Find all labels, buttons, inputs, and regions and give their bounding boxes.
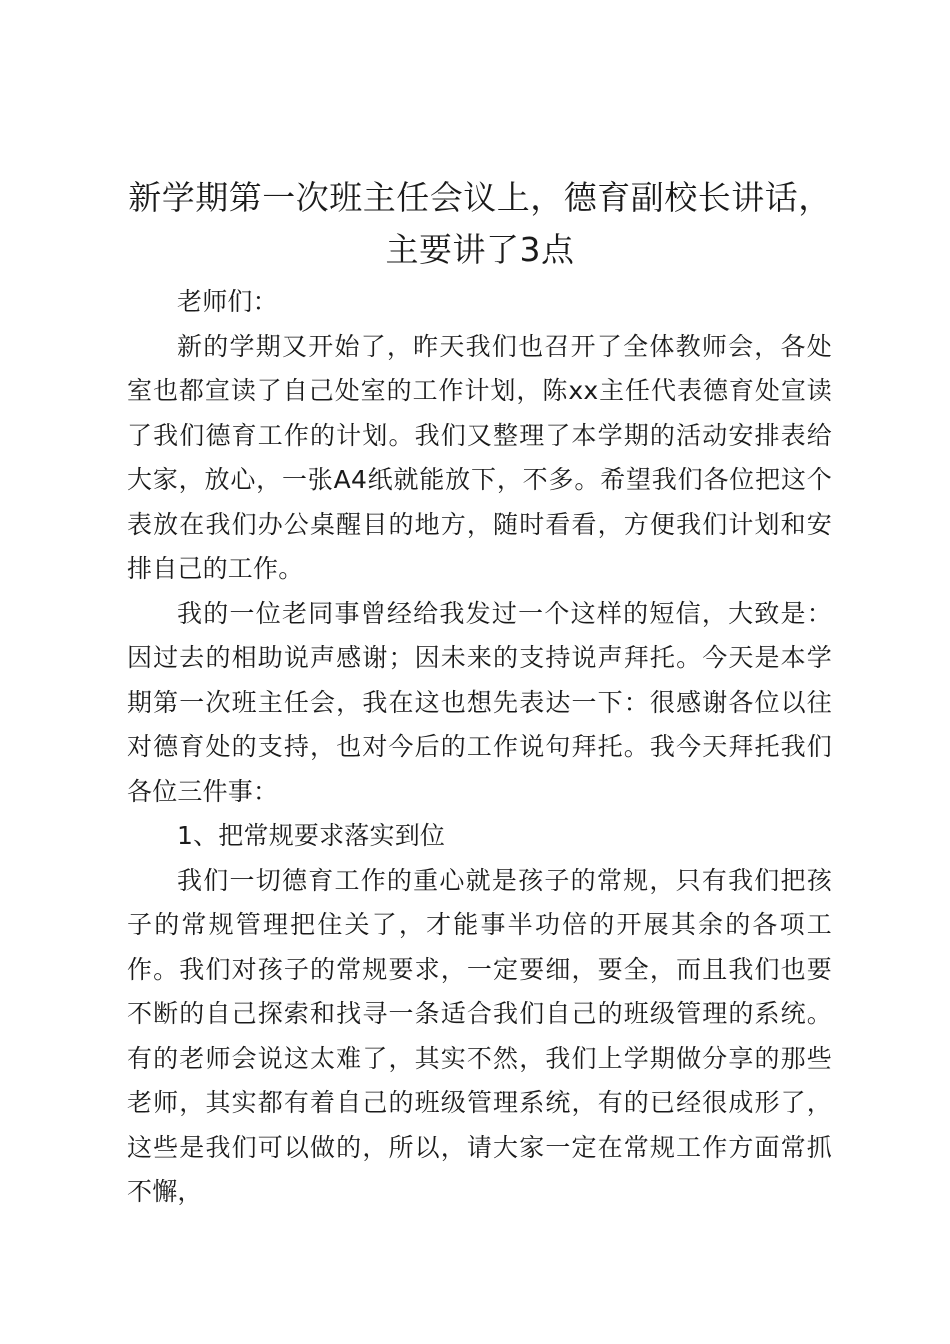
paragraph-intro: 新的学期又开始了，昨天我们也召开了全体教师会，各处室也都宣读了自己处室的工作计划，陈xx主任代表德育处宣读了我们德育工作的计划。我们又整理了本学期的活动安排表给大家，放心，一张A4纸就能放下，不多。希望我们各位把这个表放在我们办公桌醒目的地方，随时看看，方便我们计划和安排自己的工作。 [127, 331, 832, 583]
paragraph-routine: 我们一切德育工作的重心就是孩子的常规，只有我们把孩子的常规管理把住关了，才能事半功倍的开展其余的各项工作。我们对孩子的常规要求，一定要细，要全，而且我们也要不断的自己探索和找寻一条适合我们自己的班级管理的系统。有的老师会说这太难了，其实不然，我们上学期做分享的那些老师，其实都有着自己的班级管理系统，有的已经很成形了，这些是我们可以做的，所以，请大家一定在常规工作方面常抓不懈， [127, 865, 832, 1206]
section-heading-1: 1、把常规要求落实到位 [177, 821, 446, 850]
paragraph-greeting: 老师们： [177, 287, 278, 316]
document-body [127, 280, 832, 1215]
paragraph-thanks: 我的一位老同事曾经给我发过一个这样的短信，大致是：因过去的相助说声感谢；因未来的支持说声拜托。今天是本学期第一次班主任会，我在这也想先表达一下：很感谢各位以往对德育处的支持，也对今后的工作说句拜托。我今天拜托我们各位三件事： [127, 598, 832, 806]
document-title: 新学期第一次班主任会议上，德育副校长讲话，主要讲了3点 [128, 178, 832, 269]
